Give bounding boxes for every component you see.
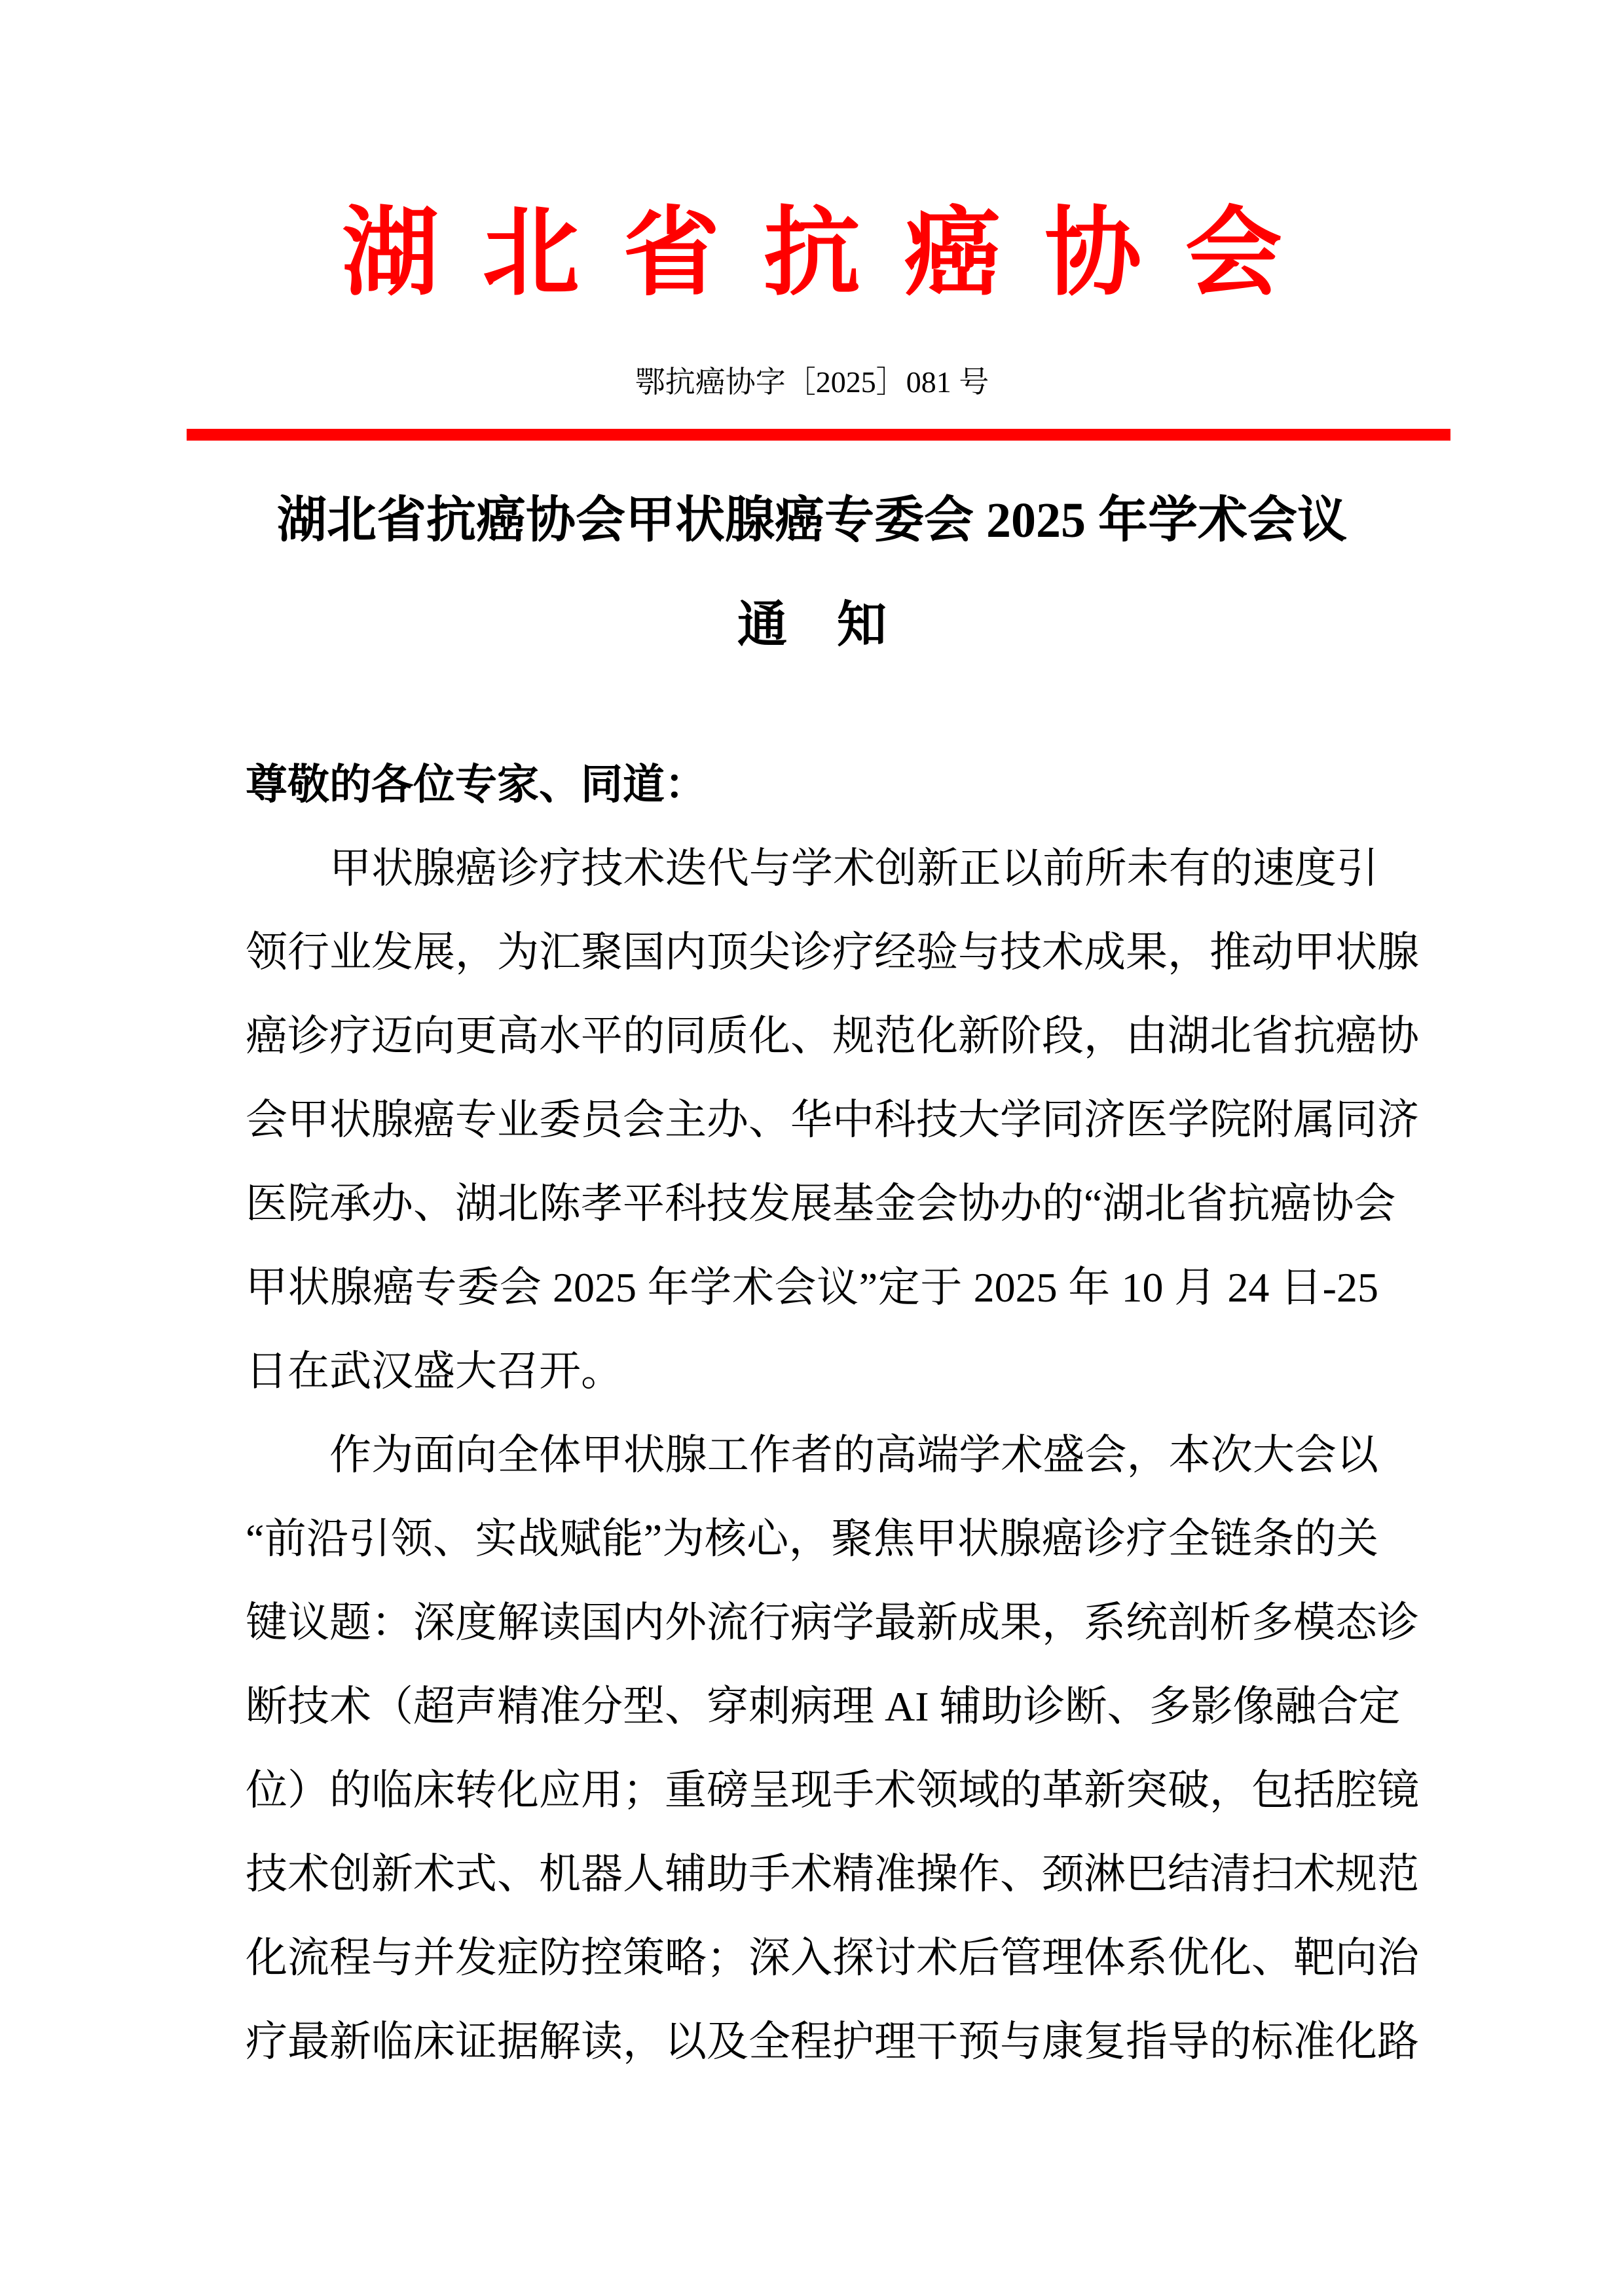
notice-title-line-1: 湖北省抗癌协会甲状腺癌专委会 2025 年学术会议 (277, 493, 1347, 548)
body-line: 会甲状腺癌专业委员会主办、华中科技大学同济医学院附属同济 (246, 1097, 1419, 1143)
body-line: 化流程与并发症防控策略；深入探讨术后管理体系优化、靶向治 (246, 1935, 1419, 1981)
body-line: 断技术（超声精准分型、穿刺病理 AI 辅助诊断、多影像融合定 (246, 1683, 1401, 1730)
notice-body (246, 743, 1419, 2084)
red-divider-line (187, 429, 1450, 441)
body-line: 甲状腺癌专委会 2025 年学术会议”定于 2025 年 10 月 24 日-25 (246, 1264, 1378, 1311)
notice-title-line-2: 通 知 (737, 598, 887, 653)
body-line: 日在武汉盛大召开。 (246, 1348, 623, 1394)
salutation: 尊敬的各位专家、同道： (246, 761, 707, 808)
body-line: 作为面向全体甲状腺工作者的高端学术盛会，本次大会以 (329, 1432, 1378, 1478)
document-number: 鄂抗癌协字［2025］081 号 (635, 365, 989, 399)
body-line: 癌诊疗迈向更高水平的同质化、规范化新阶段，由湖北省抗癌协 (246, 1013, 1419, 1059)
body-line: 医院承办、湖北陈孝平科技发展基金会协办的“湖北省抗癌协会 (246, 1180, 1396, 1227)
body-line: “前沿引领、实战赋能”为核心，聚焦甲状腺癌诊疗全链条的关 (246, 1516, 1378, 1562)
body-line: 位）的临床转化应用；重磅呈现手术领域的革新突破，包括腔镜 (246, 1767, 1419, 1813)
organization-header-title: 湖北省抗癌协会 (342, 200, 1326, 308)
body-line: 甲状腺癌诊疗技术迭代与学术创新正以前所未有的速度引 (329, 845, 1378, 892)
body-line: 键议题：深度解读国内外流行病学最新成果，系统剖析多模态诊 (246, 1599, 1419, 1646)
body-line: 疗最新临床证据解读，以及全程护理干预与康复指导的标准化路 (246, 2018, 1419, 2065)
body-line: 领行业发展，为汇聚国内顶尖诊疗经验与技术成果，推动甲状腺 (246, 929, 1419, 975)
body-line: 技术创新术式、机器人辅助手术精准操作、颈淋巴结清扫术规范 (246, 1851, 1419, 1897)
notice-title (122, 468, 1502, 678)
